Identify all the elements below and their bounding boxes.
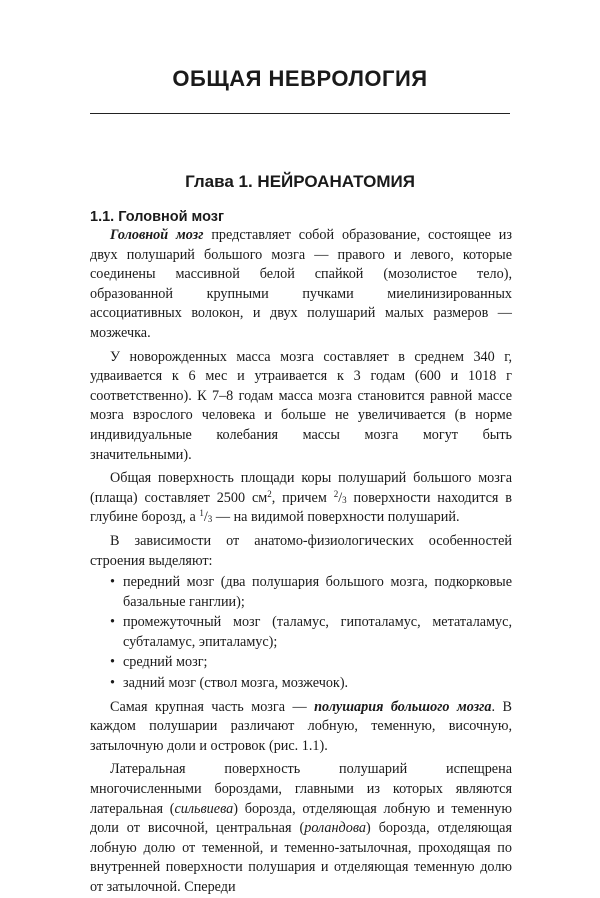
- brain-divisions-list: [90, 573, 512, 694]
- paragraph-3-part-b: , причем: [271, 489, 334, 506]
- list-item: [90, 613, 512, 652]
- paragraph-6-part-b: ) борозда, отделяющая лобную и теменную доли от височной, центральная (: [90, 800, 512, 837]
- paragraph-3-part-a: Общая поверхность площади коры полушарий большого мозга (плаща) составляет 2500 см: [90, 470, 512, 506]
- fraction-numerator: 1: [199, 508, 204, 519]
- fraction-slash: /: [338, 489, 343, 506]
- paragraph-4: В зависимости от анатомо-физиологических особенностей строения выделяют:: [90, 532, 512, 569]
- fraction-slash: /: [203, 509, 208, 526]
- paragraph-6-part-a: Латеральная поверхность полушарий испещрена многочисленными бороздами, главными из которых являются латеральная (: [90, 761, 512, 817]
- paragraph-6-part-c: ) борозда, отделяющая лобную долю от теменной, и теменно-затылочная, проходящая по внутренней поверхности полушария и отделяющая теменную долю от затылочной. Спереди: [90, 820, 512, 895]
- paragraph-5: [90, 698, 512, 757]
- section-title: 1.1. Головной мозг: [90, 209, 225, 225]
- fraction-denominator: 3: [207, 514, 213, 525]
- list-item-text: задний мозг (ствол мозга, мозжечок).: [123, 675, 349, 692]
- list-item-text: передний мозг (два полушария большого мозга, подкорковые базальные ганглии);: [123, 574, 512, 610]
- term-brain: Головной мозг: [110, 227, 204, 243]
- fraction-one-third: [199, 509, 212, 525]
- title-divider: [90, 113, 510, 114]
- term-hemispheres: полушария большого мозга: [314, 698, 492, 715]
- body-text: [90, 226, 512, 898]
- list-item-text: промежуточный мозг (таламус, гипоталамус, метаталамус, субталамус, эпиталамус);: [123, 614, 512, 650]
- bullet: •: [110, 574, 115, 591]
- fraction-denominator: 3: [342, 494, 347, 505]
- chapter-title: Глава 1. НЕЙРОАНАТОМИЯ: [185, 172, 415, 191]
- superscript-square: 2: [267, 488, 272, 499]
- paragraph-2: У новорожденных масса мозга составляет в среднем 340 г, удваивается к 6 мес и утраивается к 3 годам (600 и 1018 г соответственно). К 7–8 годам масса мозга становится равной массе мозга взрослого человека и больше не увеличивается (в норме индивидуальные колебания массы мозга могут быть значительными).: [90, 348, 512, 463]
- list-item-text: средний мозг;: [123, 654, 208, 671]
- list-item: [90, 573, 512, 612]
- term-rolandic: роландова: [304, 820, 366, 837]
- term-sylvian: сильвиева: [174, 800, 234, 817]
- fraction-two-thirds: [334, 490, 347, 506]
- paragraph-5-part-b: . В каждом полушарии различают лобную, теменную, височную, затылочную доли и островок (рис. 1.1).: [90, 698, 512, 754]
- paragraph-3: [90, 469, 512, 528]
- bullet: •: [110, 654, 115, 671]
- bullet: •: [110, 614, 115, 631]
- fraction-numerator: 2: [333, 488, 339, 499]
- list-item: [90, 674, 512, 694]
- paragraph-1-text: представляет собой образование, состоящее из двух полушарий большого мозга — правого и левого, которые соединены массивной белой спайкой (мозолистое тело), образованной крупными пучками миелинизированных ассоциативных волокон, и двух полушарий малых размеров — мозжечка.: [90, 227, 513, 341]
- paragraph-3-part-d: — на видимой поверхности полушарий.: [212, 509, 460, 526]
- paragraph-3-part-c: поверхности находится в глубине борозд, а: [90, 489, 512, 526]
- list-item: [90, 653, 512, 673]
- paragraph-5-part-a: Самая крупная часть мозга —: [110, 698, 315, 715]
- paragraph-1: [90, 226, 512, 344]
- part-title: ОБЩАЯ НЕВРОЛОГИЯ: [172, 66, 428, 91]
- bullet: •: [110, 675, 115, 692]
- paragraph-6: [90, 760, 512, 897]
